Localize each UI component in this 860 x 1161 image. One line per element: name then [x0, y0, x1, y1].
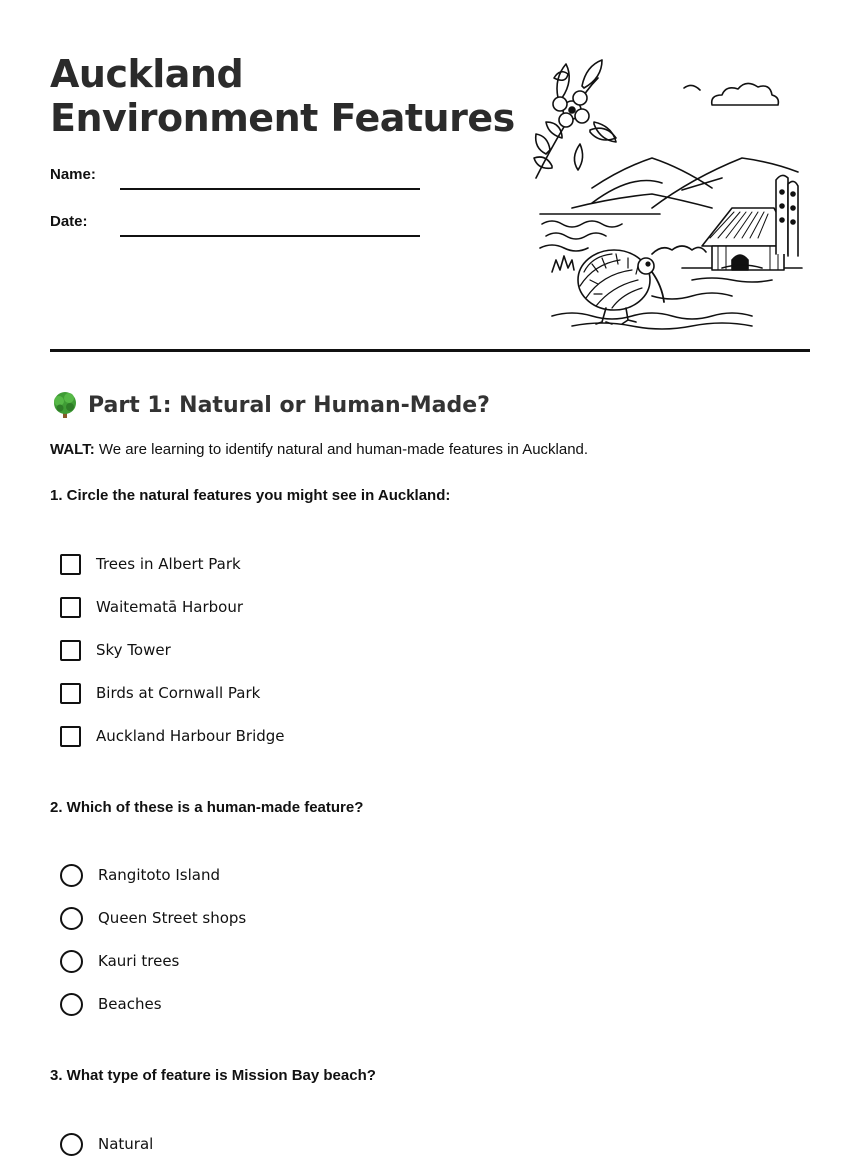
q1-option-5[interactable]: [60, 723, 285, 749]
option-label: Trees in Albert Park: [96, 555, 241, 573]
walt-label: WALT:: [50, 441, 95, 458]
walt-text: We are learning to identify natural and human-made features in Auckland.: [94, 441, 589, 458]
question-2: 2. Which of these is a human-made feature?: [50, 799, 364, 816]
part1-heading: [50, 388, 490, 422]
q2-option-1[interactable]: [60, 862, 220, 888]
q2-option-2[interactable]: [60, 905, 246, 931]
q2-option-3[interactable]: [60, 948, 179, 974]
radio-button[interactable]: [60, 1133, 83, 1156]
checkbox[interactable]: [60, 597, 81, 618]
radio-button[interactable]: [60, 993, 83, 1016]
checkbox[interactable]: [60, 683, 81, 704]
part1-title: Part 1: Natural or Human-Made?: [88, 392, 490, 418]
header-divider: [50, 349, 810, 352]
q1-option-1[interactable]: [60, 551, 241, 577]
date-line[interactable]: [120, 235, 420, 237]
q1-option-4[interactable]: [60, 680, 260, 706]
option-label: Beaches: [98, 995, 162, 1013]
option-label: Kauri trees: [98, 952, 180, 970]
page-title: Auckland Environment Features: [50, 52, 515, 140]
option-label: Queen Street shops: [98, 909, 247, 927]
auckland-landscape-illustration: [532, 58, 810, 330]
date-label: Date:: [50, 213, 88, 230]
question-1: 1. Circle the natural features you might see in Auckland:: [50, 487, 451, 504]
checkbox[interactable]: [60, 640, 81, 661]
radio-button[interactable]: [60, 864, 83, 887]
option-label: Rangitoto Island: [98, 866, 220, 884]
name-label: Name:: [50, 166, 96, 183]
hills-icon: [572, 158, 798, 208]
option-label: Birds at Cornwall Park: [96, 684, 261, 702]
checkbox[interactable]: [60, 554, 81, 575]
q3-option-1[interactable]: [60, 1131, 153, 1157]
option-label: Natural: [98, 1135, 154, 1153]
q1-option-2[interactable]: [60, 594, 243, 620]
option-label: Waitematā Harbour: [96, 598, 243, 616]
name-line[interactable]: [120, 188, 420, 190]
checkbox[interactable]: [60, 726, 81, 747]
option-label: Sky Tower: [96, 641, 171, 659]
q1-option-3[interactable]: [60, 637, 171, 663]
pohutukawa-flower-icon: [534, 60, 616, 178]
option-label: Auckland Harbour Bridge: [96, 727, 285, 745]
radio-button[interactable]: [60, 907, 83, 930]
cloud-icon: [684, 83, 778, 105]
walt-statement: [50, 441, 588, 458]
q2-option-4[interactable]: [60, 991, 162, 1017]
carved-pou-icon: [776, 175, 798, 256]
date-field[interactable]: [50, 213, 430, 239]
question-3: 3. What type of feature is Mission Bay beach?: [50, 1067, 376, 1084]
name-field[interactable]: [50, 166, 430, 192]
radio-button[interactable]: [60, 950, 83, 973]
tree-icon: [50, 390, 80, 420]
